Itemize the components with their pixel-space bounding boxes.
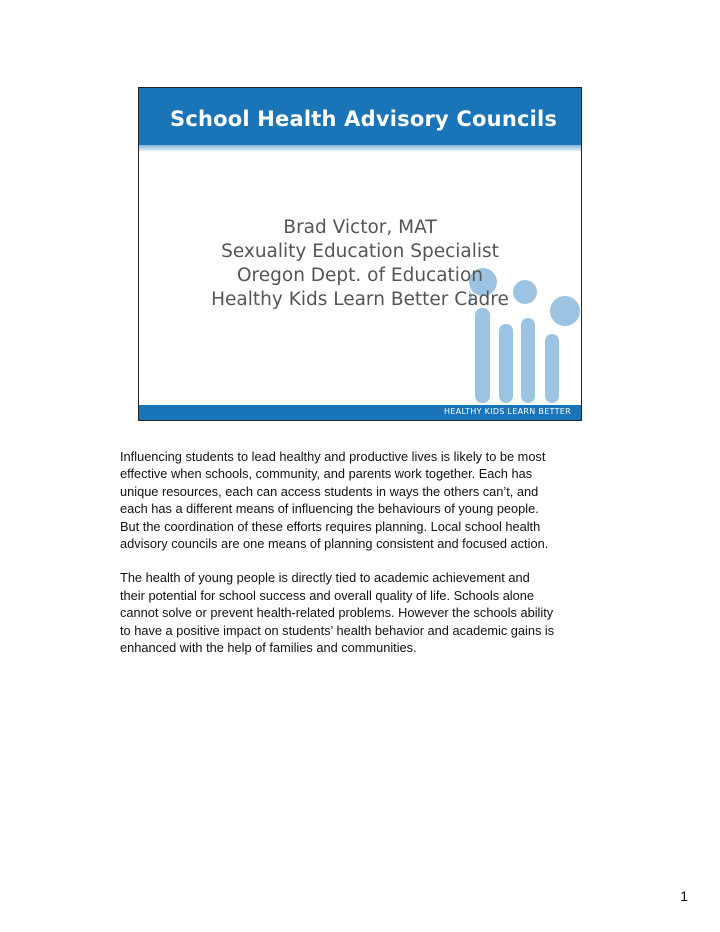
presenter-info — [139, 216, 581, 312]
slide-footer-bar — [139, 405, 581, 420]
presenter-role: Sexuality Education Specialist — [221, 241, 499, 262]
speaker-notes — [120, 448, 610, 673]
footer-logo-text: HEALTHY KIDS LEARN BETTER — [444, 407, 571, 416]
slide-title: School Health Advisory Councils — [170, 107, 558, 131]
page-number: 1 — [680, 888, 688, 904]
presenter-name: Brad Victor, MAT — [283, 217, 437, 238]
slide-thumbnail — [138, 87, 582, 421]
presenter-cadre: Healthy Kids Learn Better Cadre — [211, 289, 509, 310]
presenter-organization: Oregon Dept. of Education — [236, 265, 483, 286]
notes-paragraph: The health of young people is directly tied to academic achievement and their potential for school success and overall quality of life. Schools alone cannot solve or prevent health-related problems. However the schools ability to have a positive impact on students’ health behavior and academic gains is enhanced with the help of families and communities. — [120, 570, 555, 656]
slide-header-bar — [139, 88, 581, 151]
notes-paragraph: Influencing students to lead healthy and productive lives is likely to be most effective when schools, community, and parents work together. Each has unique resources, each can access students in ways the others can’t, and each has a different means of influencing the behaviours of young people. But the coordination of these efforts requires planning. Local school health advisory councils are one means of planning consistent and focused action. — [120, 449, 549, 552]
